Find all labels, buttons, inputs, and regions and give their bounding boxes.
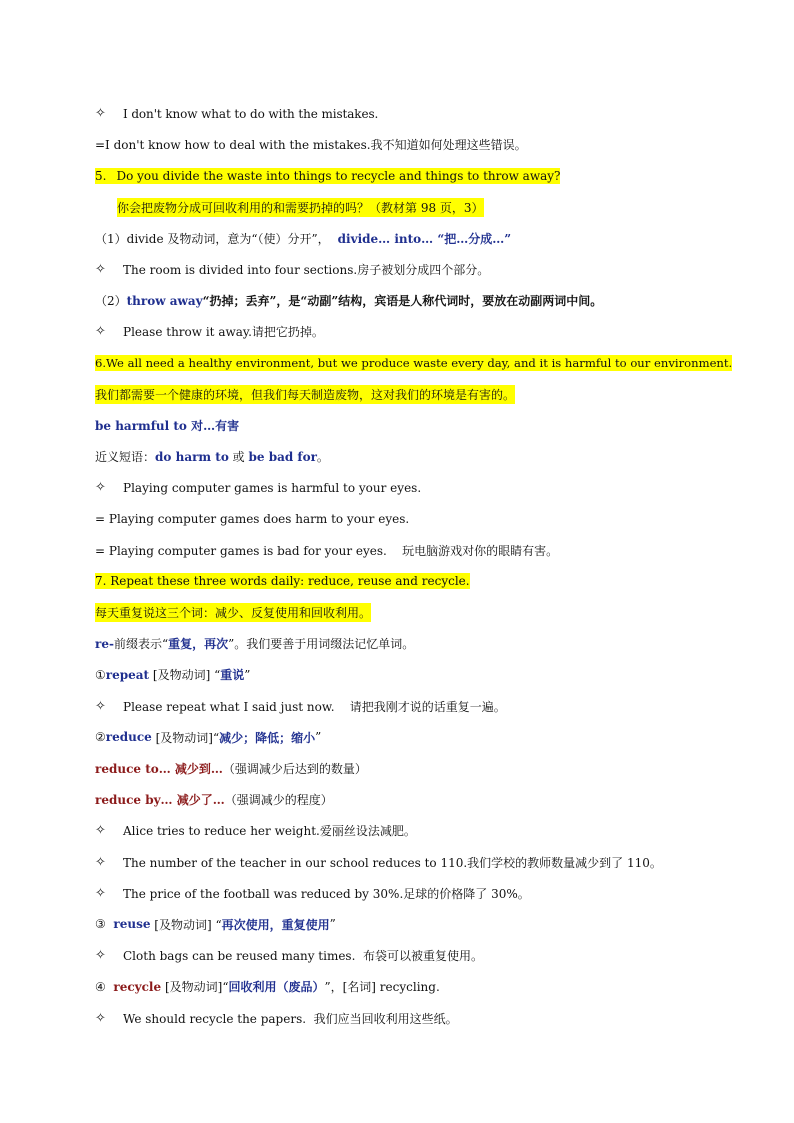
paraphrase-text: = Playing computer games does harm to your eyes. bbox=[95, 512, 410, 527]
paraphrase-line bbox=[95, 503, 715, 534]
diamond-bullet-icon: ✧ bbox=[95, 1010, 106, 1026]
example-text: Playing computer games is harmful to your eyes. bbox=[123, 480, 422, 495]
phrase-note: （强调减少的程度） bbox=[224, 793, 333, 808]
item-marker: ③ bbox=[95, 917, 114, 932]
heading-translation: 你会把废物分成可回收利用的和需要扔掉的吗？（教材第 98 页，3） bbox=[117, 198, 484, 217]
diamond-bullet-icon: ✧ bbox=[95, 324, 106, 340]
diamond-bullet-icon: ✧ bbox=[95, 885, 106, 901]
example-line bbox=[95, 316, 715, 347]
heading-text: 7. Repeat these three words daily: reduce, reuse and recycle. bbox=[95, 574, 470, 589]
paraphrase-line bbox=[95, 535, 715, 566]
word-reuse bbox=[95, 909, 715, 940]
word-meaning: 回收利用（废品） bbox=[228, 980, 325, 995]
heading-7-en bbox=[95, 566, 715, 597]
example-text: We should recycle the papers. 我们应当回收利用这些纸。 bbox=[123, 1011, 458, 1026]
word-class: [及物动词]“ bbox=[161, 980, 229, 995]
phrase-text: reduce to… 减少到… bbox=[95, 762, 223, 777]
word-text: recycle bbox=[113, 979, 162, 994]
prefix-note bbox=[95, 628, 715, 659]
example-line bbox=[95, 98, 715, 129]
meaning-text: 重复，再次 bbox=[168, 637, 229, 652]
phrase-divide-into: divide… into… “把…分成…” bbox=[337, 231, 512, 246]
example-line bbox=[95, 691, 715, 722]
item-marker: ① bbox=[95, 667, 106, 682]
example-line bbox=[95, 878, 715, 909]
heading-6-zh bbox=[95, 379, 715, 410]
quote-end: ” bbox=[244, 667, 251, 682]
word-meaning: 再次使用，重复使用 bbox=[221, 917, 330, 932]
synonym-line bbox=[95, 441, 715, 472]
example-line bbox=[95, 1002, 715, 1033]
example-text: Please repeat what I said just now. 请把我刚才说的话重复一遍。 bbox=[123, 699, 506, 714]
diamond-bullet-icon: ✧ bbox=[95, 480, 106, 496]
heading-translation: 每天重复说这三个词：减少、反复使用和回收利用。 bbox=[95, 603, 371, 622]
quote-end: ” bbox=[315, 730, 322, 745]
synonym-label: 近义短语： bbox=[95, 450, 156, 465]
prefix-re: re- bbox=[95, 636, 114, 651]
quote-end: ” bbox=[329, 917, 336, 932]
word-recycle bbox=[95, 971, 715, 1002]
phrase-reduce-by bbox=[95, 784, 715, 815]
word-text: repeat bbox=[105, 667, 150, 682]
example-text: The room is divided into four sections.房子被划分成四个部分。 bbox=[123, 263, 490, 278]
heading-text: Do you divide the waste into things to recycle and things to throw away? bbox=[116, 168, 561, 183]
word-reduce bbox=[95, 722, 715, 753]
diamond-bullet-icon: ✧ bbox=[95, 698, 106, 714]
example-text: The price of the football was reduced by 30%.足球的价格降了 30%。 bbox=[123, 886, 530, 901]
note-text-end: ”。我们要善于用词缀法记忆单词。 bbox=[228, 637, 415, 652]
word-meaning: 减少；降低；缩小 bbox=[219, 730, 316, 745]
diamond-bullet-icon: ✧ bbox=[95, 262, 106, 278]
note-throw-away bbox=[95, 285, 715, 316]
word-text: reduce bbox=[105, 730, 152, 745]
paraphrase-line bbox=[95, 129, 715, 160]
example-text: Alice tries to reduce her weight.爱丽丝设法减肥。 bbox=[123, 824, 416, 839]
word-repeat bbox=[95, 659, 715, 690]
phrase-text: reduce by… 减少了… bbox=[95, 793, 225, 808]
diamond-bullet-icon: ✧ bbox=[95, 948, 106, 964]
word-class: [及物动词] “ bbox=[149, 668, 221, 683]
note-prefix: （2） bbox=[95, 294, 127, 309]
phrase-note: （强调减少后达到的数量） bbox=[222, 762, 367, 777]
or-text: 或 bbox=[228, 450, 249, 465]
diamond-bullet-icon: ✧ bbox=[95, 106, 106, 122]
heading-7-zh bbox=[95, 597, 715, 628]
diamond-bullet-icon: ✧ bbox=[95, 854, 106, 870]
phrase-do-harm-to: do harm to bbox=[155, 449, 229, 464]
note-divide bbox=[95, 223, 715, 254]
heading-number: 5. bbox=[95, 168, 107, 183]
example-text: Please throw it away.请把它扔掉。 bbox=[123, 325, 324, 340]
example-line bbox=[95, 940, 715, 971]
heading-text: 6.We all need a healthy environment, but we produce waste every day, and it is harmful to our environment. bbox=[95, 356, 733, 371]
item-marker: ④ bbox=[95, 979, 114, 994]
word-class: [及物动词]“ bbox=[151, 730, 220, 745]
diamond-bullet-icon: ✧ bbox=[95, 823, 106, 839]
word-meaning: 重说 bbox=[220, 668, 245, 683]
heading-6-en bbox=[95, 348, 733, 379]
phrase-throw-away: throw away bbox=[126, 293, 203, 308]
example-text: I don't know what to do with the mistakes. bbox=[123, 106, 379, 121]
period-text: 。 bbox=[316, 450, 329, 465]
example-text: The number of the teacher in our school reduces to 110.我们学校的教师数量减少到了 110。 bbox=[123, 855, 662, 870]
phrase-be-harmful-to bbox=[95, 410, 715, 441]
document-page bbox=[95, 98, 733, 1034]
example-line bbox=[95, 472, 715, 503]
note-text: （1）divide 及物动词，意为“（使）分开”， bbox=[95, 231, 330, 246]
heading-5-zh bbox=[95, 192, 715, 223]
word-text: reuse bbox=[113, 917, 151, 932]
paraphrase-text: =I don't know how to deal with the mistakes.我不知道如何处理这些错误。 bbox=[95, 138, 527, 153]
phrase-text: be harmful to 对…有害 bbox=[95, 418, 240, 433]
item-marker: ② bbox=[95, 730, 106, 745]
highlight-block bbox=[95, 168, 560, 184]
example-line bbox=[95, 847, 715, 878]
word-class: [及物动词] “ bbox=[150, 917, 222, 932]
noun-form: ”，[名词] recycling. bbox=[324, 980, 440, 995]
heading-translation: 我们都需要一个健康的环境，但我们每天制造废物，这对我们的环境是有害的。 bbox=[95, 385, 515, 404]
phrase-reduce-to bbox=[95, 753, 715, 784]
phrase-be-bad-for: be bad for bbox=[248, 449, 317, 464]
example-line bbox=[95, 815, 715, 846]
heading-5-en bbox=[95, 160, 715, 191]
example-text: Cloth bags can be reused many times. 布袋可以被重复使用。 bbox=[123, 949, 484, 964]
example-line bbox=[95, 254, 715, 285]
note-text: 前缀表示“ bbox=[113, 637, 169, 652]
paraphrase-text: = Playing computer games is bad for your eyes. 玩电脑游戏对你的眼睛有害。 bbox=[95, 543, 559, 558]
note-text: “扔掉；丢弃”，是“动副”结构，宾语是人称代词时，要放在动副两词中间。 bbox=[202, 294, 603, 309]
